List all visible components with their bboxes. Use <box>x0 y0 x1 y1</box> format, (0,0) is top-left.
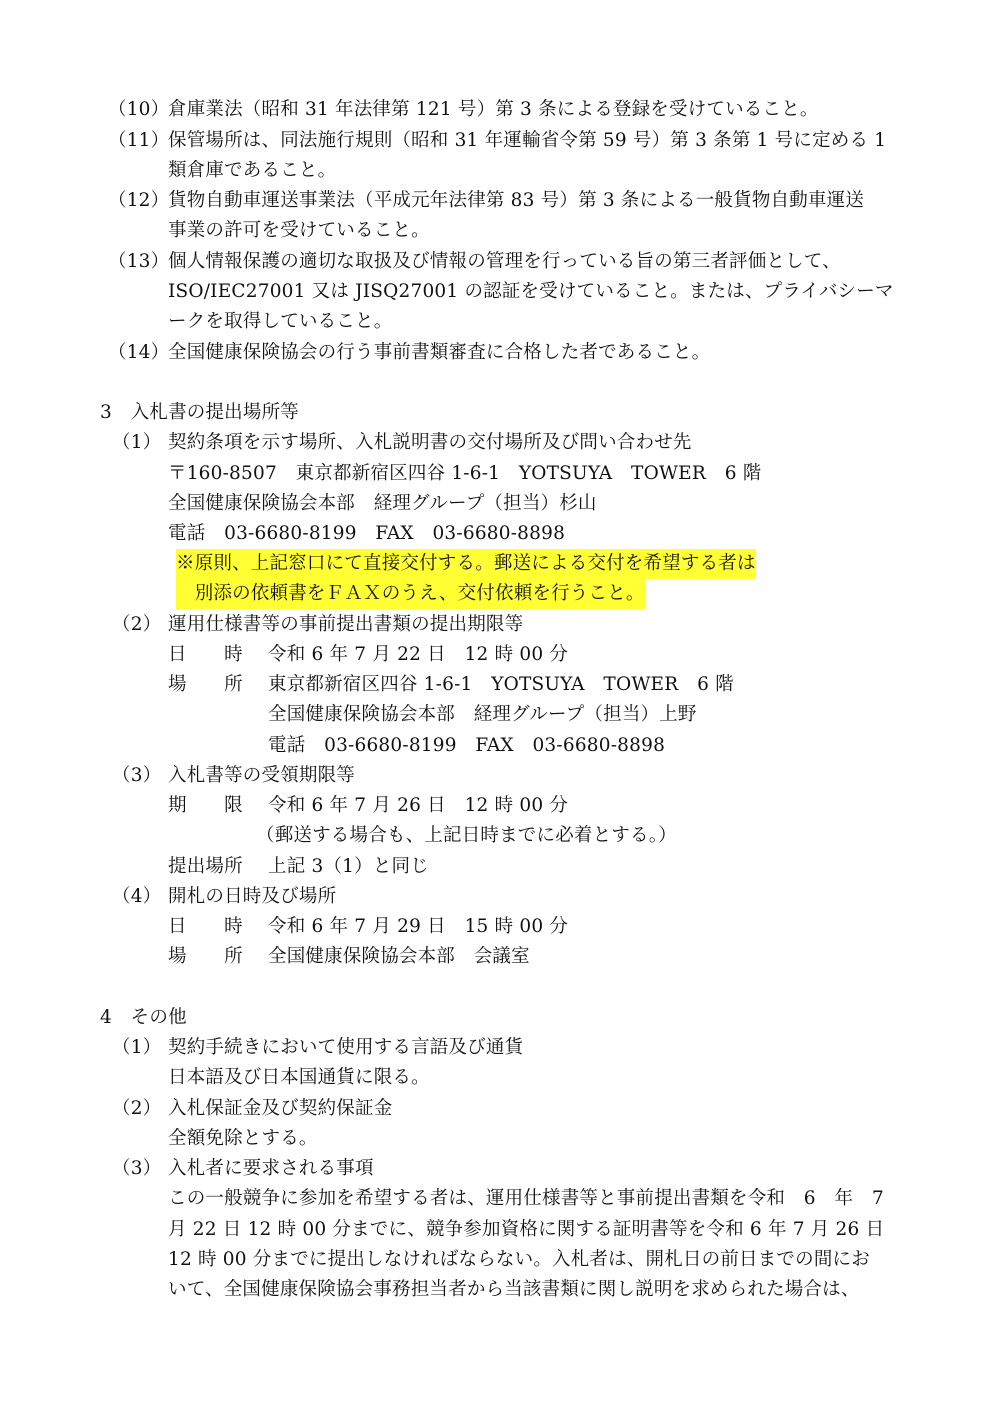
organization-line: 全国健康保険協会本部 経理グループ（担当）杉山 <box>168 493 597 514</box>
item-number: （14） <box>108 342 170 363</box>
item-title: 契約手続きにおいて使用する言語及び通貨 <box>168 1037 524 1058</box>
item-number: （4） <box>112 886 162 907</box>
item-title: 入札保証金及び契約保証金 <box>168 1098 393 1119</box>
field-value: 令和 6 年 7 月 22 日 12 時 00 分 <box>268 644 569 665</box>
item-number: （3） <box>112 1158 162 1179</box>
item-text: 月 22 日 12 時 00 分までに、競争参加資格に関する証明書等を令和 6 年 7 月 26 日 <box>168 1219 885 1240</box>
item-text: この一般競争に参加を希望する者は、運用仕様書等と事前提出書類を令和 6 年 7 <box>168 1188 884 1209</box>
field-value: 令和 6 年 7 月 29 日 15 時 00 分 <box>268 916 569 937</box>
item-number: （3） <box>112 765 162 786</box>
item-text: 日本語及び日本国通貨に限る。 <box>168 1067 430 1088</box>
item-text: 全額免除とする。 <box>168 1128 318 1149</box>
item-text: ISO/IEC27001 又は JISQ27001 の認証を受けていること。または、プライバシーマ <box>168 281 894 302</box>
field-value: 東京都新宿区四谷 1-6-1 YOTSUYA TOWER 6 階 <box>268 674 734 695</box>
item-number: （12） <box>108 190 170 211</box>
item-text: ークを取得していること。 <box>168 311 393 332</box>
item-text: 類倉庫であること。 <box>168 160 337 181</box>
item-number: （2） <box>112 1098 162 1119</box>
item-title: 運用仕様書等の事前提出書類の提出期限等 <box>168 614 524 635</box>
item-title: 契約条項を示す場所、入札説明書の交付場所及び問い合わせ先 <box>168 432 692 453</box>
highlighted-note: 別添の依頼書をＦＡＸのうえ、交付依頼を行うこと。 <box>176 579 645 609</box>
field-label: 期 限 <box>168 795 243 816</box>
item-number: （10） <box>108 99 170 120</box>
field-label: 日 時 <box>168 916 243 937</box>
item-text: 個人情報保護の適切な取扱及び情報の管理を行っている旨の第三者評価として、 <box>168 251 841 272</box>
address-line: 〒160-8507 東京都新宿区四谷 1-6-1 YOTSUYA TOWER 6 階 <box>168 463 762 484</box>
field-note: （郵送する場合も、上記日時までに必着とする。） <box>256 825 677 846</box>
section-heading: 3 入札書の提出場所等 <box>100 402 299 423</box>
item-number: （2） <box>112 614 162 635</box>
item-text: 倉庫業法（昭和 31 年法律第 121 号）第 3 条による登録を受けていること。 <box>168 99 819 120</box>
contact-line: 電話 03-6680-8199 FAX 03-6680-8898 <box>168 523 566 544</box>
item-text: 12 時 00 分までに提出しなければならない。入札者は、開札日の前日までの間にお <box>168 1249 870 1270</box>
item-number: （13） <box>108 251 170 272</box>
item-number: （11） <box>108 130 170 151</box>
field-label: 場 所 <box>168 946 243 967</box>
field-value: 上記 3（1）と同じ <box>268 856 429 877</box>
field-value: 電話 03-6680-8199 FAX 03-6680-8898 <box>268 735 666 756</box>
field-label: 提出場所 <box>168 856 243 877</box>
field-value: 全国健康保険協会本部 経理グループ（担当）上野 <box>268 704 697 725</box>
item-number: （1） <box>112 1037 162 1058</box>
field-value: 全国健康保険協会本部 会議室 <box>268 946 530 967</box>
item-number: （1） <box>112 432 162 453</box>
field-label: 日 時 <box>168 644 243 665</box>
field-value: 令和 6 年 7 月 26 日 12 時 00 分 <box>268 795 569 816</box>
item-title: 開札の日時及び場所 <box>168 886 337 907</box>
item-title: 入札書等の受領期限等 <box>168 765 356 786</box>
field-label: 場 所 <box>168 674 243 695</box>
item-text: 貨物自動車運送事業法（平成元年法律第 83 号）第 3 条による一般貨物自動車運送 <box>168 190 865 211</box>
highlighted-note: ※原則、上記窓口にて直接交付する。郵送による交付を希望する者は <box>176 549 756 579</box>
item-text: 保管場所は、同法施行規則（昭和 31 年運輸省令第 59 号）第 3 条第 1 号に定める 1 <box>168 130 887 151</box>
item-text: いて、全国健康保険協会事務担当者から当該書類に関し説明を求められた場合は、 <box>168 1279 860 1300</box>
item-text: 事業の許可を受けていること。 <box>168 220 430 241</box>
section-heading: 4 その他 <box>100 1007 187 1028</box>
item-text: 全国健康保険協会の行う事前書類審査に合格した者であること。 <box>168 342 711 363</box>
item-title: 入札者に要求される事項 <box>168 1158 374 1179</box>
